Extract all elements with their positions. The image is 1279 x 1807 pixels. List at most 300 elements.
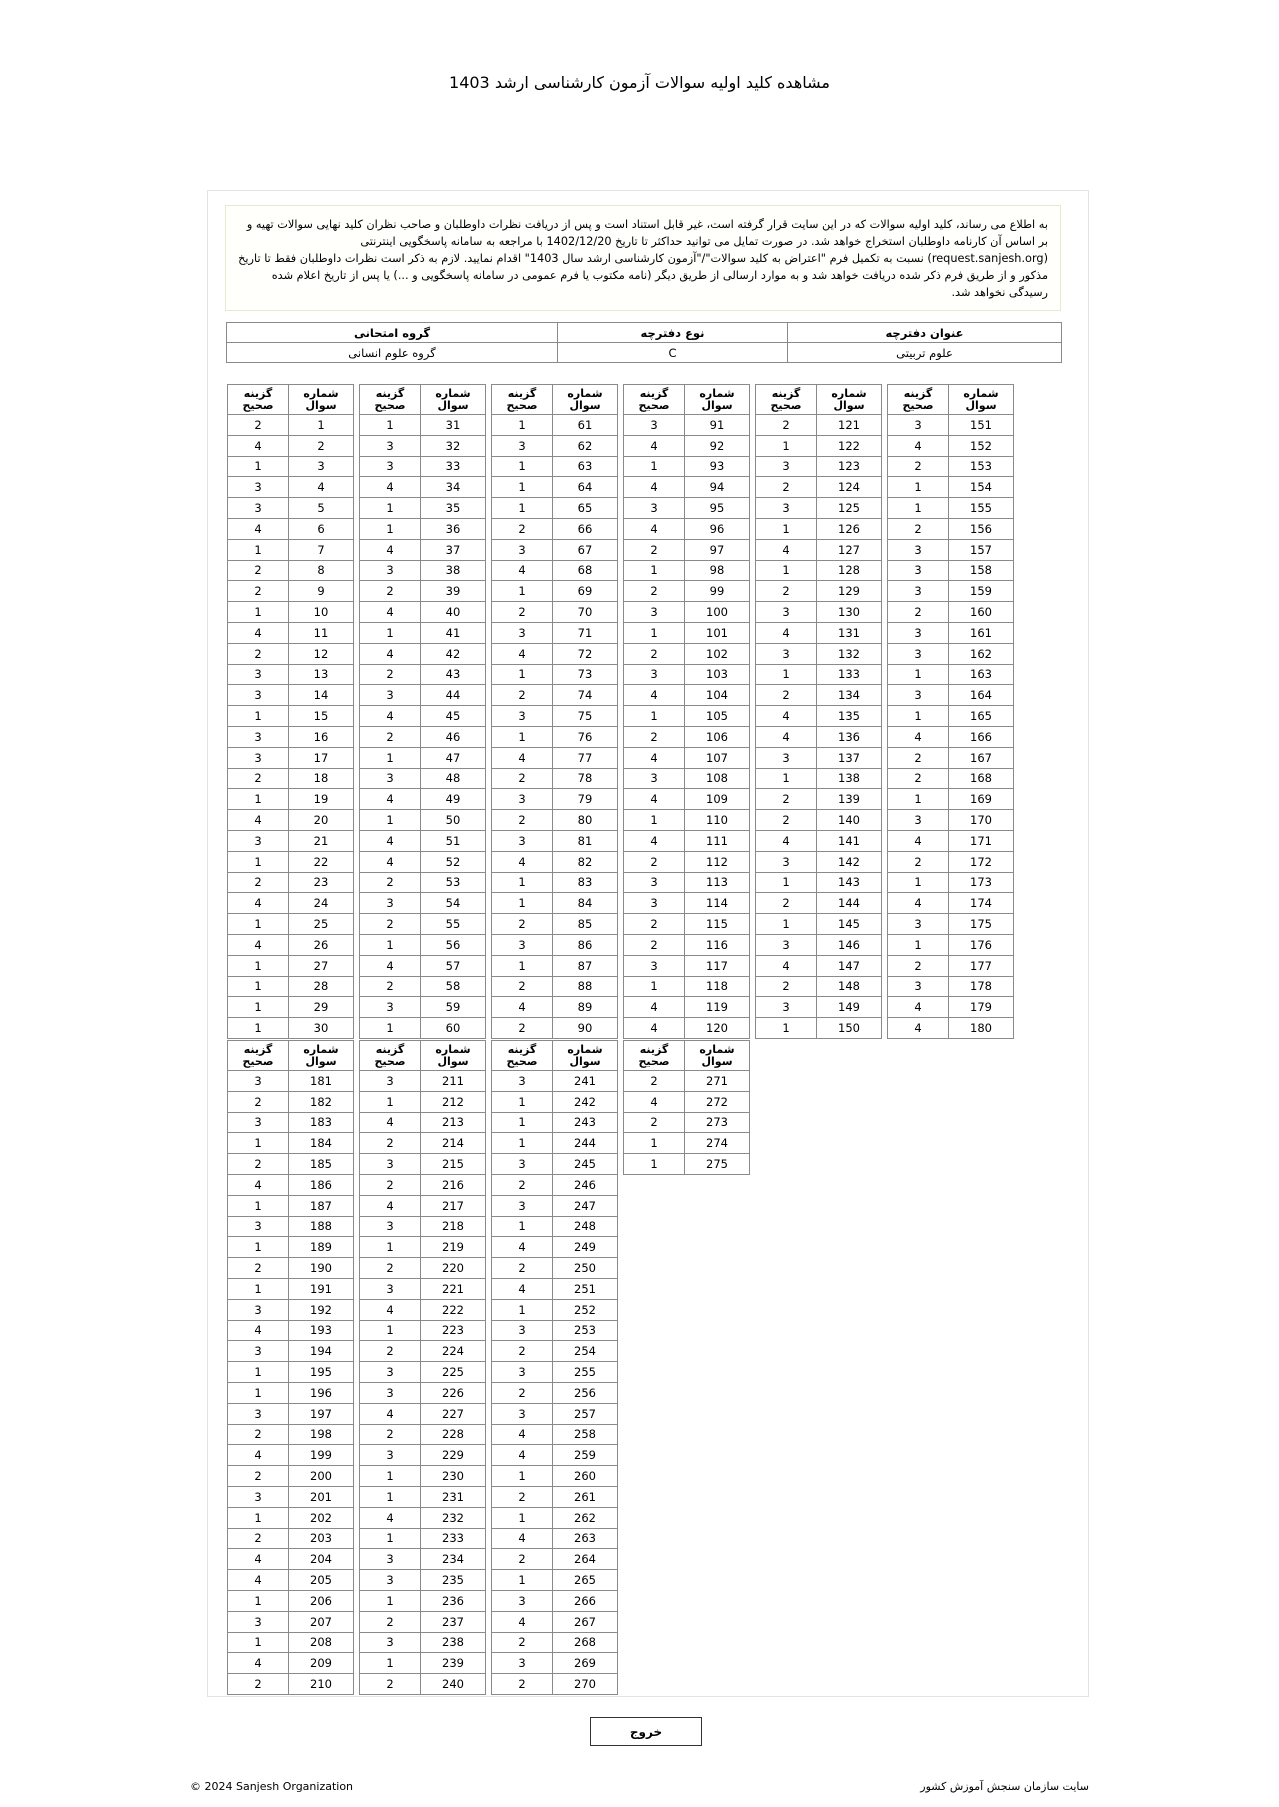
table-row: [228, 706, 354, 727]
table-row: [756, 498, 882, 519]
table-row: [360, 1611, 486, 1632]
question-number: 37: [421, 539, 486, 560]
table-row: [492, 1466, 618, 1487]
question-number: 93: [685, 456, 750, 477]
correct-option: 3: [624, 664, 685, 685]
question-number: 271: [685, 1071, 750, 1092]
table-row: [492, 830, 618, 851]
correct-option: 4: [228, 435, 289, 456]
table-row: [888, 706, 1014, 727]
correct-option: 4: [492, 1278, 553, 1299]
question-number: 51: [421, 830, 486, 851]
table-row: [360, 1112, 486, 1133]
correct-option: 1: [360, 1091, 421, 1112]
question-number: 155: [949, 498, 1014, 519]
correct-option: 4: [492, 851, 553, 872]
question-number: 212: [421, 1091, 486, 1112]
correct-option: 4: [492, 643, 553, 664]
correct-option: 4: [492, 1528, 553, 1549]
question-number: 12: [289, 643, 354, 664]
table-row: [492, 1653, 618, 1674]
table-row: [624, 914, 750, 935]
table-row: [624, 997, 750, 1018]
table-row: [756, 830, 882, 851]
correct-option: 2: [492, 1549, 553, 1570]
correct-option: 1: [492, 1112, 553, 1133]
question-number: 119: [685, 997, 750, 1018]
correct-option: 3: [888, 810, 949, 831]
table-row: [228, 560, 354, 581]
booklet-info-table: [226, 322, 1062, 363]
question-number: 75: [553, 706, 618, 727]
correct-option: 1: [492, 1466, 553, 1487]
question-number: 220: [421, 1258, 486, 1279]
question-number: 228: [421, 1424, 486, 1445]
correct-option: 2: [888, 456, 949, 477]
table-row: [492, 893, 618, 914]
question-number: 14: [289, 685, 354, 706]
correct-option: 3: [228, 726, 289, 747]
table-row: [492, 1445, 618, 1466]
question-number: 69: [553, 581, 618, 602]
question-number: 221: [421, 1278, 486, 1299]
table-row: [360, 955, 486, 976]
correct-option: 1: [756, 518, 817, 539]
table-row: [360, 477, 486, 498]
table-row: [360, 1549, 486, 1570]
table-row: [756, 810, 882, 831]
correct-option: 1: [492, 1216, 553, 1237]
question-number: 208: [289, 1632, 354, 1653]
question-number: 132: [817, 643, 882, 664]
correct-option: 3: [492, 830, 553, 851]
correct-option: 1: [888, 789, 949, 810]
correct-option: 2: [756, 685, 817, 706]
correct-option: 2: [756, 976, 817, 997]
question-number: 197: [289, 1403, 354, 1424]
table-row: [756, 415, 882, 436]
correct-option: 4: [228, 1570, 289, 1591]
table-row: [228, 768, 354, 789]
table-row: [492, 1674, 618, 1695]
question-number: 173: [949, 872, 1014, 893]
correct-option: 1: [492, 1570, 553, 1591]
question-number: 151: [949, 415, 1014, 436]
table-row: [624, 622, 750, 643]
table-row: [360, 1258, 486, 1279]
correct-option: 3: [360, 893, 421, 914]
correct-option: 4: [228, 1445, 289, 1466]
question-number: 152: [949, 435, 1014, 456]
question-number: 256: [553, 1382, 618, 1403]
table-row: [228, 1195, 354, 1216]
table-row: [624, 934, 750, 955]
table-row: [492, 664, 618, 685]
question-number: 139: [817, 789, 882, 810]
table-row: [228, 1258, 354, 1279]
question-number: 125: [817, 498, 882, 519]
question-number: 252: [553, 1299, 618, 1320]
table-row: [756, 872, 882, 893]
correct-option: 2: [492, 518, 553, 539]
correct-option: 4: [228, 1549, 289, 1570]
question-number-header: شماره سوال: [421, 1041, 486, 1071]
correct-option: 2: [360, 1133, 421, 1154]
correct-option: 2: [360, 1424, 421, 1445]
question-number: 92: [685, 435, 750, 456]
table-row: [228, 789, 354, 810]
question-number: 196: [289, 1382, 354, 1403]
table-row: [492, 976, 618, 997]
correct-option: 2: [228, 1466, 289, 1487]
question-number: 41: [421, 622, 486, 643]
question-number: 207: [289, 1611, 354, 1632]
correct-option: 3: [624, 415, 685, 436]
question-number: 204: [289, 1549, 354, 1570]
table-row: [360, 498, 486, 519]
correct-option: 2: [492, 976, 553, 997]
table-row: [624, 415, 750, 436]
correct-option: 3: [228, 685, 289, 706]
table-row: [228, 1570, 354, 1591]
question-number: 242: [553, 1091, 618, 1112]
table-row: [492, 997, 618, 1018]
table-row: [756, 643, 882, 664]
question-number: 233: [421, 1528, 486, 1549]
table-row: [360, 914, 486, 935]
table-row: [492, 1133, 618, 1154]
correct-option: 3: [756, 851, 817, 872]
correct-option: 1: [228, 1632, 289, 1653]
correct-option: 3: [360, 1362, 421, 1383]
question-number-header: شماره سوال: [949, 385, 1014, 415]
table-row: [228, 1154, 354, 1175]
table-row: [624, 685, 750, 706]
exit-button[interactable]: خروج: [590, 1717, 702, 1746]
correct-option: 1: [228, 955, 289, 976]
correct-option: 4: [360, 851, 421, 872]
table-row: [360, 1528, 486, 1549]
correct-option-header: گزینه صحیح: [888, 385, 949, 415]
correct-option: 3: [360, 435, 421, 456]
correct-option: 3: [360, 997, 421, 1018]
table-row: [360, 1403, 486, 1424]
correct-option: 3: [492, 1154, 553, 1175]
correct-option-header: گزینه صحیح: [228, 1041, 289, 1071]
correct-option: 1: [492, 1299, 553, 1320]
table-row: [360, 1382, 486, 1403]
question-number: 4: [289, 477, 354, 498]
table-row: [360, 1071, 486, 1092]
correct-option: 3: [888, 560, 949, 581]
question-number: 73: [553, 664, 618, 685]
correct-option: 3: [360, 1549, 421, 1570]
question-number: 245: [553, 1154, 618, 1175]
correct-option: 1: [492, 664, 553, 685]
correct-option: 1: [888, 498, 949, 519]
question-number: 263: [553, 1528, 618, 1549]
table-row: [492, 810, 618, 831]
question-number: 194: [289, 1341, 354, 1362]
table-row: [228, 955, 354, 976]
table-row: [756, 747, 882, 768]
correct-option: 2: [492, 1486, 553, 1507]
table-row: [360, 1674, 486, 1695]
question-number: 186: [289, 1174, 354, 1195]
question-number: 62: [553, 435, 618, 456]
correct-option: 1: [228, 1133, 289, 1154]
table-row: [228, 934, 354, 955]
question-number-header: شماره سوال: [289, 1041, 354, 1071]
table-row: [228, 997, 354, 1018]
correct-option: 4: [624, 789, 685, 810]
question-number: 133: [817, 664, 882, 685]
table-row: [228, 1507, 354, 1528]
question-number: 247: [553, 1195, 618, 1216]
correct-option: 1: [888, 664, 949, 685]
table-row: [228, 1424, 354, 1445]
question-number: 158: [949, 560, 1014, 581]
table-row: [492, 560, 618, 581]
question-number: 200: [289, 1466, 354, 1487]
correct-option: 4: [492, 747, 553, 768]
correct-option: 2: [888, 768, 949, 789]
correct-option: 1: [624, 706, 685, 727]
question-number: 34: [421, 477, 486, 498]
correct-option: 3: [888, 622, 949, 643]
table-row: [624, 747, 750, 768]
table-row: [624, 955, 750, 976]
question-number: 244: [553, 1133, 618, 1154]
correct-option: 2: [492, 1174, 553, 1195]
correct-option: 3: [228, 1486, 289, 1507]
question-number: 237: [421, 1611, 486, 1632]
correct-option: 1: [228, 706, 289, 727]
correct-option: 3: [492, 1590, 553, 1611]
question-number: 202: [289, 1507, 354, 1528]
question-number: 123: [817, 456, 882, 477]
question-number: 229: [421, 1445, 486, 1466]
correct-option: 2: [624, 1071, 685, 1092]
correct-option: 3: [492, 1071, 553, 1092]
correct-option: 2: [228, 1424, 289, 1445]
correct-option: 3: [360, 1632, 421, 1653]
question-number: 164: [949, 685, 1014, 706]
correct-option: 1: [228, 789, 289, 810]
table-row: [360, 1195, 486, 1216]
correct-option: 2: [228, 872, 289, 893]
question-number: 40: [421, 602, 486, 623]
correct-option: 1: [360, 622, 421, 643]
table-row: [888, 518, 1014, 539]
correct-option: 4: [360, 643, 421, 664]
question-number: 68: [553, 560, 618, 581]
table-row: [624, 643, 750, 664]
table-row: [888, 602, 1014, 623]
correct-option: 4: [360, 830, 421, 851]
correct-option: 1: [228, 1278, 289, 1299]
info-value-title: علوم تربیتی: [788, 343, 1062, 363]
table-row: [492, 1632, 618, 1653]
question-number: 243: [553, 1112, 618, 1133]
question-number: 142: [817, 851, 882, 872]
answer-key-table: [491, 384, 618, 1039]
correct-option: 3: [228, 747, 289, 768]
table-row: [228, 1590, 354, 1611]
table-row: [492, 1590, 618, 1611]
question-number: 147: [817, 955, 882, 976]
correct-option: 4: [492, 560, 553, 581]
table-row: [888, 415, 1014, 436]
question-number: 167: [949, 747, 1014, 768]
correct-option: 3: [624, 955, 685, 976]
question-number: 192: [289, 1299, 354, 1320]
table-row: [624, 706, 750, 727]
question-number: 216: [421, 1174, 486, 1195]
table-row: [360, 581, 486, 602]
question-number: 53: [421, 872, 486, 893]
table-row: [888, 643, 1014, 664]
question-number: 45: [421, 706, 486, 727]
notice-box: به اطلاع می رساند، کلید اولیه سوالات که در این سایت قرار گرفته است، غیر قابل استناد است و پس از دریافت نظرات داوطلبان و صاحب نظران کلید نهایی سوالات تهیه و بر اساس آن کارنامه داوطلبان استخراج خواهد شد. در صورت تمایل می توانید حداکثر تا تاریخ 1402/12/20 با مراجعه به سامانه پاسخگویی اینترنتی (request.sanjesh.org) نسبت به تکمیل فرم "اعتراض به کلید سوالات"/"آزمون کارشناسی ارشد سال 1403" اقدام نمایید. لازم به ذکر است نظرات داوطلبان فقط تا تاریخ مذکور و از طریق فرم ذکر شده دریافت خواهد شد و به موارد ارسالی از طریق دیگر (نامه مکتوب یا فرم عمومی در سامانه پاسخگویی و ...) یا پس از تاریخ اعلام شده رسیدگی نخواهد شد.: [225, 205, 1061, 311]
table-row: [492, 1341, 618, 1362]
correct-option: 2: [228, 1091, 289, 1112]
question-number: 261: [553, 1486, 618, 1507]
correct-option: 1: [756, 768, 817, 789]
correct-option: 1: [492, 498, 553, 519]
correct-option: 4: [360, 477, 421, 498]
table-row: [492, 934, 618, 955]
table-row: [624, 1071, 750, 1092]
question-number: 156: [949, 518, 1014, 539]
question-number: 136: [817, 726, 882, 747]
question-number: 234: [421, 1549, 486, 1570]
correct-option: 3: [360, 1570, 421, 1591]
table-row: [360, 1320, 486, 1341]
correct-option: 1: [624, 622, 685, 643]
question-number: 117: [685, 955, 750, 976]
correct-option: 4: [492, 1611, 553, 1632]
correct-option: 3: [624, 602, 685, 623]
table-row: [228, 851, 354, 872]
table-row: [888, 893, 1014, 914]
question-number-header: شماره سوال: [685, 385, 750, 415]
question-number: 2: [289, 435, 354, 456]
table-row: [492, 851, 618, 872]
correct-option: 1: [228, 1382, 289, 1403]
table-row: [228, 643, 354, 664]
correct-option: 2: [624, 539, 685, 560]
table-row: [492, 747, 618, 768]
table-row: [888, 456, 1014, 477]
question-number: 268: [553, 1632, 618, 1653]
table-row: [888, 581, 1014, 602]
table-row: [228, 1071, 354, 1092]
question-number: 146: [817, 934, 882, 955]
correct-option: 1: [360, 1466, 421, 1487]
correct-option: 4: [360, 1299, 421, 1320]
question-number: 11: [289, 622, 354, 643]
correct-option: 1: [756, 435, 817, 456]
correct-option: 3: [492, 934, 553, 955]
correct-option: 2: [756, 415, 817, 436]
question-number: 24: [289, 893, 354, 914]
table-row: [228, 1133, 354, 1154]
question-number: 102: [685, 643, 750, 664]
correct-option: 3: [756, 747, 817, 768]
question-number: 86: [553, 934, 618, 955]
question-number: 184: [289, 1133, 354, 1154]
question-number: 74: [553, 685, 618, 706]
table-row: [888, 622, 1014, 643]
correct-option: 2: [228, 415, 289, 436]
question-number: 13: [289, 664, 354, 685]
table-row: [360, 789, 486, 810]
correct-option: 4: [624, 830, 685, 851]
correct-option: 4: [360, 789, 421, 810]
question-number: 10: [289, 602, 354, 623]
table-row: [888, 789, 1014, 810]
correct-option: 2: [228, 768, 289, 789]
correct-option: 2: [360, 1674, 421, 1695]
table-row: [228, 602, 354, 623]
question-number: 232: [421, 1507, 486, 1528]
table-row: [492, 706, 618, 727]
question-number: 97: [685, 539, 750, 560]
table-row: [492, 1507, 618, 1528]
correct-option: 4: [888, 893, 949, 914]
question-number: 175: [949, 914, 1014, 935]
table-row: [492, 789, 618, 810]
correct-option: 3: [756, 602, 817, 623]
question-number: 19: [289, 789, 354, 810]
question-number: 109: [685, 789, 750, 810]
question-number: 6: [289, 518, 354, 539]
question-number: 94: [685, 477, 750, 498]
question-number: 57: [421, 955, 486, 976]
answer-key-table: [623, 1040, 750, 1175]
question-number: 138: [817, 768, 882, 789]
question-number: 35: [421, 498, 486, 519]
table-row: [360, 976, 486, 997]
table-row: [360, 1466, 486, 1487]
question-number: 79: [553, 789, 618, 810]
table-row: [492, 914, 618, 935]
question-number: 211: [421, 1071, 486, 1092]
question-number: 59: [421, 997, 486, 1018]
question-number-header: شماره سوال: [817, 385, 882, 415]
question-number-header: شماره سوال: [289, 385, 354, 415]
question-number: 87: [553, 955, 618, 976]
correct-option: 2: [888, 851, 949, 872]
question-number: 50: [421, 810, 486, 831]
correct-option: 1: [228, 976, 289, 997]
question-number: 120: [685, 1018, 750, 1039]
question-number: 231: [421, 1486, 486, 1507]
question-number: 9: [289, 581, 354, 602]
question-number: 106: [685, 726, 750, 747]
correct-option: 4: [624, 997, 685, 1018]
question-number: 91: [685, 415, 750, 436]
correct-option: 4: [228, 622, 289, 643]
correct-option: 2: [492, 1258, 553, 1279]
question-number: 98: [685, 560, 750, 581]
table-row: [360, 643, 486, 664]
table-row: [756, 477, 882, 498]
table-row: [624, 1133, 750, 1154]
question-number: 193: [289, 1320, 354, 1341]
correct-option: 3: [492, 622, 553, 643]
